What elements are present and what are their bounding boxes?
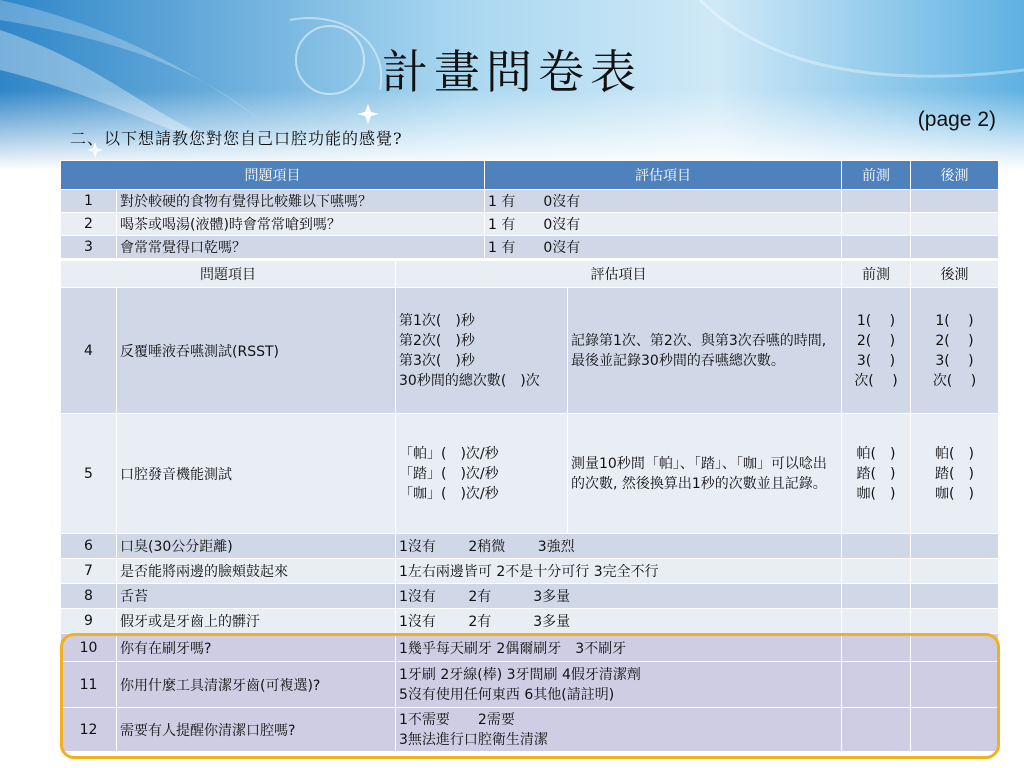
header-evaluation: 評估項目 [485, 161, 842, 190]
pretest-cell[interactable] [842, 609, 911, 634]
table-row [61, 190, 999, 213]
evaluation-options [396, 662, 842, 708]
pretest-cell[interactable] [842, 534, 911, 559]
table-header-row [61, 161, 999, 190]
row-number: 1 [61, 190, 117, 213]
section-subtitle: 二、以下想請教您對您自己口腔功能的感覺? [70, 129, 403, 148]
evaluation-options: 1沒有 2有 3多量 [396, 609, 842, 634]
pretest-line: 帕( ) [856, 445, 896, 462]
evaluation-options: 1 有 0沒有 [485, 213, 842, 236]
table-row [61, 584, 999, 609]
eval-line: 1不需要 2需要 [399, 711, 515, 728]
pretest-line: 次( ) [854, 372, 898, 389]
header-question: 問題項目 [61, 261, 396, 288]
posttest-line: 3( ) [935, 352, 974, 369]
question-text: 會常常覺得口乾嗎？ [117, 236, 485, 259]
questionnaire-table-part1 [60, 160, 999, 259]
pretest-cell[interactable] [842, 190, 911, 213]
question-text: 你有在刷牙嗎? [117, 634, 396, 662]
posttest-cell[interactable] [911, 662, 999, 708]
posttest-cell[interactable] [911, 708, 999, 752]
page-title: 計畫問卷表 [382, 45, 642, 99]
posttest-cell[interactable] [911, 213, 999, 236]
posttest-line: 帕( ) [935, 445, 974, 462]
question-text: 口臭(30公分距離) [117, 534, 396, 559]
eval-line: 「咖」( )次/秒 [399, 485, 499, 502]
eval-line: 3無法進行口腔衛生清潔 [399, 731, 548, 748]
eval-line: 30秒間的總次數( )次 [399, 372, 540, 389]
eval-line: 第1次( )秒 [399, 312, 475, 329]
table-row [61, 559, 999, 584]
posttest-cell[interactable] [911, 236, 999, 259]
pretest-cell[interactable] [842, 236, 911, 259]
pretest-cell[interactable] [842, 213, 911, 236]
pretest-line: 2( ) [856, 332, 896, 349]
row-number: 10 [61, 634, 117, 662]
table-header-row [61, 261, 999, 288]
row-number: 6 [61, 534, 117, 559]
header-question: 問題項目 [61, 161, 485, 190]
pretest-line: 1( ) [856, 312, 896, 329]
question-text: 假牙或是牙齒上的髒汙 [117, 609, 396, 634]
table-row [61, 236, 999, 259]
pretest-line: 3( ) [856, 352, 896, 369]
table-row [61, 634, 999, 662]
posttest-cell[interactable] [911, 190, 999, 213]
pretest-cell[interactable] [842, 559, 911, 584]
question-text: 需要有人提醒你清潔口腔嗎? [117, 708, 396, 752]
row-number: 2 [61, 213, 117, 236]
header-posttest: 後測 [911, 161, 999, 190]
posttest-line: 次( ) [932, 372, 977, 389]
question-text: 反覆唾液吞嚥測試(RSST) [117, 288, 396, 414]
question-text: 喝茶或喝湯(液體)時會常常嗆到嗎？ [117, 213, 485, 236]
question-text: 舌苔 [117, 584, 396, 609]
row-number: 12 [61, 708, 117, 752]
pretest-line: 踏( ) [856, 465, 896, 482]
eval-line: 1牙刷 2牙線(棒) 3牙間刷 4假牙清潔劑 [399, 666, 641, 683]
table-row [61, 288, 999, 414]
evaluation-options: 1左右兩邊皆可 2不是十分可行 3完全不行 [396, 559, 842, 584]
posttest-line: 2( ) [935, 332, 974, 349]
pretest-cell[interactable] [842, 634, 911, 662]
posttest-cell[interactable] [911, 288, 999, 414]
eval-line: 第2次( )秒 [399, 332, 475, 349]
question-text: 口腔發音機能測試 [117, 414, 396, 534]
posttest-cell[interactable] [911, 584, 999, 609]
table-row [61, 534, 999, 559]
evaluation-options [396, 708, 842, 752]
posttest-line: 1( ) [935, 312, 974, 329]
header-pretest: 前測 [842, 161, 911, 190]
pretest-cell[interactable] [842, 662, 911, 708]
pretest-cell[interactable] [842, 288, 911, 414]
eval-line: 「踏」( )次/秒 [399, 465, 499, 482]
pretest-cell[interactable] [842, 584, 911, 609]
posttest-cell[interactable] [911, 414, 999, 534]
posttest-line: 踏( ) [935, 465, 974, 482]
table-row [61, 609, 999, 634]
posttest-cell[interactable] [911, 609, 999, 634]
evaluation-description: 測量10秒間「帕」、「踏」、「咖」可以唸出的次數, 然後換算出1秒的次數並且記錄。 [568, 414, 842, 534]
page-number-label: (page 2) [917, 108, 996, 131]
posttest-line: 咖( ) [935, 485, 974, 502]
table-row [61, 708, 999, 752]
table-row [61, 414, 999, 534]
table-row [61, 213, 999, 236]
evaluation-options: 1沒有 2有 3多量 [396, 584, 842, 609]
row-number: 4 [61, 288, 117, 414]
eval-line: 第3次( )秒 [399, 352, 475, 369]
posttest-cell[interactable] [911, 534, 999, 559]
evaluation-fields [396, 288, 568, 414]
evaluation-description: 記錄第1次、第2次、與第3次吞嚥的時間, 最後並記錄30秒間的吞嚥總次數。 [568, 288, 842, 414]
pretest-cell[interactable] [842, 708, 911, 752]
question-text: 你用什麼工具清潔牙齒(可複選)? [117, 662, 396, 708]
row-number: 9 [61, 609, 117, 634]
row-number: 3 [61, 236, 117, 259]
header-evaluation: 評估項目 [396, 261, 842, 288]
evaluation-fields [396, 414, 568, 534]
questionnaire-table-part2 [60, 260, 999, 752]
header-pretest: 前測 [842, 261, 911, 288]
posttest-cell[interactable] [911, 634, 999, 662]
eval-line: 5沒有使用任何東西 6其他(請註明) [399, 686, 615, 703]
posttest-cell[interactable] [911, 559, 999, 584]
question-text: 是否能將兩邊的臉頰鼓起來 [117, 559, 396, 584]
evaluation-options: 1幾乎每天刷牙 2偶爾刷牙 3不刷牙 [396, 634, 842, 662]
row-number: 11 [61, 662, 117, 708]
evaluation-options: 1 有 0沒有 [485, 190, 842, 213]
evaluation-options: 1沒有 2稍微 3強烈 [396, 534, 842, 559]
eval-line: 「帕」( )次/秒 [399, 445, 499, 462]
pretest-line: 咖( ) [856, 485, 896, 502]
header-posttest: 後測 [911, 261, 999, 288]
question-text: 對於較硬的食物有覺得比較難以下嚥嗎？ [117, 190, 485, 213]
row-number: 8 [61, 584, 117, 609]
table-row [61, 662, 999, 708]
evaluation-options: 1 有 0沒有 [485, 236, 842, 259]
row-number: 5 [61, 414, 117, 534]
row-number: 7 [61, 559, 117, 584]
pretest-cell[interactable] [842, 414, 911, 534]
